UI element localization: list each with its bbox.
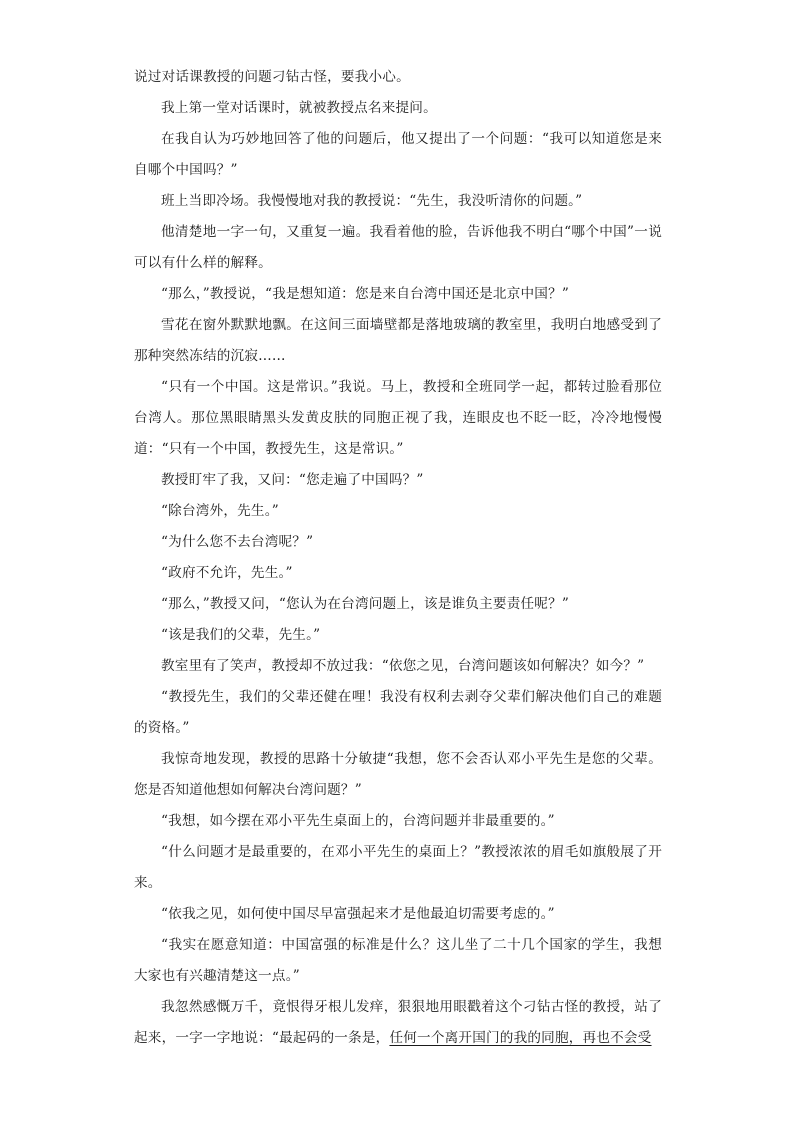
paragraph: “我实在愿意知道：中国富强的标准是什么？这儿坐了二十几个国家的学生，我想大家也有兴趣清楚这一点。” [134,937,662,984]
paragraph: “教授先生，我们的父辈还健在哩！我没有权利去剥夺父辈们解决他们自己的难题的资格。” [134,689,662,736]
paragraph: “政府不允许，先生。” [161,565,293,581]
paragraph: “为什么您不去台湾呢？” [161,534,314,550]
last-paragraph [134,992,662,1054]
document-page [134,62,662,1054]
paragraph: “该是我们的父辈，先生。” [161,627,321,643]
paragraph: “除台湾外，先生。” [161,503,279,519]
paragraph: 说过对话课教授的问题刁钻古怪，要我小心。 [134,69,410,85]
paragraph: “什么问题才是最重要的，在邓小平先生的桌面上？”教授浓浓的眉毛如旗般展了开来。 [134,844,662,891]
paragraph: “我想，如今摆在邓小平先生桌面上的，台湾问题并非最重要的。” [161,813,555,829]
paragraph: 教授盯牢了我，又问：“您走遍了中国吗？” [161,472,424,488]
paragraph: 雪花在窗外默默地飘。在这间三面墙壁都是落地玻璃的教室里，我明白地感受到了那种突然冻结的沉寂…… [134,317,662,364]
paragraph-text: 我忽然感慨万千，竟恨得牙根儿发痒，狠狠地用眼戳着这个刁钻古怪的教授，站了起来，一字一字地说：“最起码的一条是， [134,999,662,1046]
paragraph: 我惊奇地发现，教授的思路十分敏捷“我想，您不会否认邓小平先生是您的父辈。您是否知道他想如何解决台湾问题？” [134,751,662,798]
paragraph: 教室里有了笑声，教授却不放过我：“依您之见，台湾问题该如何解决？如今？” [161,658,645,674]
paragraph: “只有一个中国。这是常识。”我说。马上，教授和全班同学一起，都转过脸看那位台湾人。那位黑眼睛黑头发黄皮肤的同胞正视了我，连眼皮也不眨一眨，冷冷地慢慢道：“只有一个中国，教授先生，这是常识。” [134,379,662,457]
paragraph: “那么，”教授说，“我是想知道：您是来自台湾中国还是北京中国？” [161,286,570,302]
paragraph: “那么，”教授又问，“您认为在台湾问题上，该是谁负主要责任呢？” [161,596,570,612]
paragraph: “依我之见，如何使中国尽早富强起来才是他最迫切需要考虑的。” [161,906,555,922]
paragraph: 我上第一堂对话课时，就被教授点名来提问。 [161,100,437,116]
paragraph: 在我自认为巧妙地回答了他的问题后，他又提出了一个问题：“我可以知道您是来自哪个中国吗？” [134,131,662,178]
paragraph: 班上当即冷场。我慢慢地对我的教授说：“先生，我没听清你的问题。” [161,193,583,209]
underlined-text: 任何一个离开国门的我的同胞，再也不会受 [389,1030,652,1046]
paragraph: 他清楚地一字一句，又重复一遍。我看着他的脸，告诉他我不明白“哪个中国”一说可以有什么样的解释。 [134,224,662,271]
